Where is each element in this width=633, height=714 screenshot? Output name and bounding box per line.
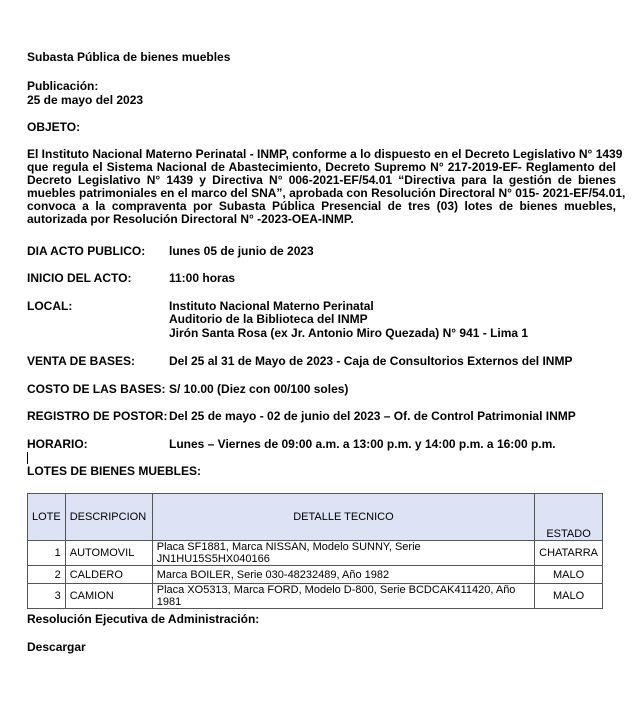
cell-lote: 3 — [28, 584, 66, 609]
cell-estado: MALO — [535, 566, 603, 584]
venta-value: Del 25 al 31 de Mayo de 2023 - Caja de Consultorios Externos del INMP — [169, 354, 573, 368]
descargar-link[interactable]: Descargar — [27, 640, 86, 654]
table-row — [28, 541, 603, 566]
header-descripcion: DESCRIPCION — [65, 494, 152, 541]
objeto-label: OBJETO: — [27, 120, 81, 134]
costo-value: S/ 10.00 (Diez con 00/100 soles) — [169, 382, 349, 396]
inicio-label: INICIO DEL ACTO: — [27, 271, 132, 285]
table-row — [28, 584, 603, 609]
table-row — [28, 566, 603, 584]
local-line: Auditorio de la Biblioteca del INMP — [169, 312, 368, 326]
horario-label: HORARIO: — [27, 437, 88, 451]
lotes-heading: LOTES DE BIENES MUEBLES: — [27, 464, 202, 478]
local-line: Jirón Santa Rosa (ex Jr. Antonio Miro Quezada) N° 941 - Lima 1 — [169, 326, 529, 340]
dia-acto-value: lunes 05 de junio de 2023 — [169, 244, 314, 258]
header-estado: ESTADO — [535, 494, 603, 541]
lotes-table — [27, 493, 603, 609]
cell-estado: CHATARRA — [535, 541, 603, 566]
cell-estado: MALO — [535, 584, 603, 609]
registro-value: Del 25 de mayo - 02 de junio del 2023 – Of. de Control Patrimonial INMP — [169, 409, 576, 423]
objeto-line: autorizada por Resolución Directoral N° -2023-OEA-INMP. — [27, 212, 354, 226]
table-header-row — [28, 494, 603, 541]
cell-detalle: Placa SF1881, Marca NISSAN, Modelo SUNNY, Serie JN1HU15S5HX040166 — [152, 541, 534, 566]
publication-date: 25 de mayo del 2023 — [27, 93, 144, 107]
cell-detalle: Placa XO5313, Marca FORD, Modelo D-800, Serie BCDCAK411420, Año 1981 — [152, 584, 534, 609]
publication-label: Publicación: — [27, 79, 99, 93]
local-line: Instituto Nacional Materno Perinatal — [169, 299, 374, 313]
local-label: LOCAL: — [27, 299, 73, 313]
costo-label: COSTO DE LAS BASES: — [27, 382, 166, 396]
inicio-value: 11:00 horas — [169, 271, 236, 285]
resolucion-label: Resolución Ejecutiva de Administración: — [27, 612, 260, 626]
header-lote: LOTE — [28, 494, 66, 541]
text-cursor — [27, 452, 28, 464]
cell-descripcion: CALDERO — [65, 566, 152, 584]
dia-acto-label: DIA ACTO PUBLICO: — [27, 244, 146, 258]
objeto-line: que regula el Sistema Nacional de Abastecimiento, Decreto Supremo N° 217-2019-EF- Reglamento del — [27, 160, 616, 174]
objeto-paragraph — [27, 147, 626, 226]
venta-label: VENTA DE BASES: — [27, 354, 136, 368]
objeto-line: El Instituto Nacional Materno Perinatal - INMP, conforme a lo dispuesto en el Decreto Legislativo N° 1439 — [27, 147, 623, 161]
header-detalle: DETALLE TECNICO — [152, 494, 534, 541]
cell-lote: 2 — [28, 566, 66, 584]
registro-label: REGISTRO DE POSTOR: — [27, 409, 168, 423]
horario-value: Lunes – Viernes de 09:00 a.m. a 13:00 p.m. y 14:00 p.m. a 16:00 p.m. — [169, 437, 556, 451]
objeto-line: convoca a la compraventa por Subasta Pública Presencial de tres (03) lotes de bienes muebles, — [27, 199, 616, 213]
cell-descripcion: CAMION — [65, 584, 152, 609]
cell-detalle: Marca BOILER, Serie 030-48232489, Año 1982 — [152, 566, 534, 584]
cell-lote: 1 — [28, 541, 66, 566]
objeto-line: Decreto Legislativo N° 1439 y Directiva N° 006-2021-EF/54.01 “Directiva para la gestión de bienes — [27, 173, 616, 187]
page-title: Subasta Pública de bienes muebles — [27, 50, 231, 64]
cell-descripcion: AUTOMOVIL — [65, 541, 152, 566]
objeto-line: muebles patrimoniales en el marco del SNA”, aprobada con Resolución Directoral N° 015- 2021-EF/54.01, — [27, 186, 626, 200]
